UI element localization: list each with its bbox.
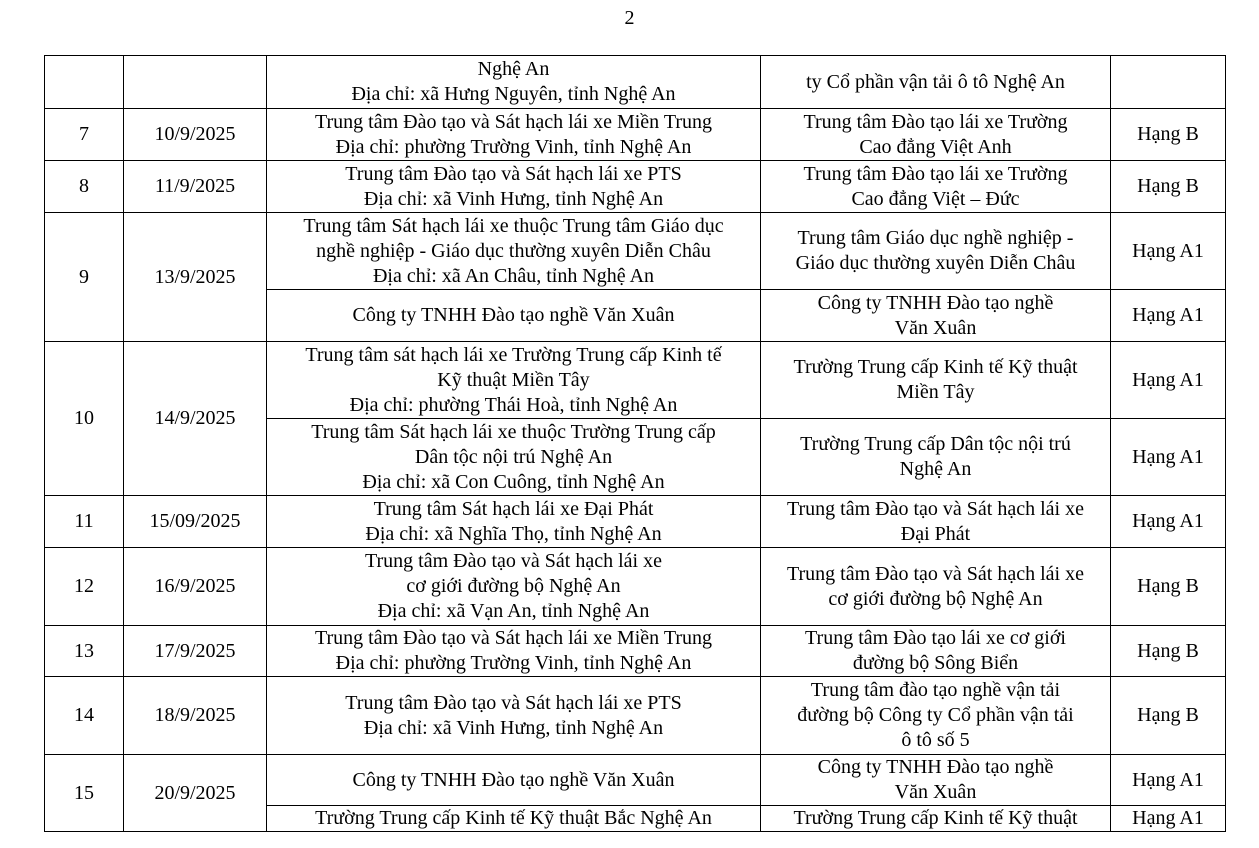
- training-unit-line: Trung tâm Giáo dục nghề nghiệp -: [797, 227, 1074, 249]
- training-unit-line: Công ty TNHH Đào tạo nghề: [817, 756, 1054, 778]
- exam-center-line: Trung tâm Sát hạch lái xe Đại Phát: [373, 497, 654, 520]
- exam-center-line: Công ty TNHH Đào tạo nghề Văn Xuân: [352, 768, 675, 791]
- training-unit-cell: [761, 56, 1111, 109]
- date-cell: 16/9/2025: [124, 548, 267, 626]
- exam-center-line: Địa chỉ: xã Vinh Hưng, tỉnh Nghệ An: [363, 187, 664, 210]
- exam-center-line: Địa chỉ: xã Vạn An, tỉnh Nghệ An: [377, 600, 650, 622]
- training-unit-line: ty Cổ phần vận tải ô tô Nghệ An: [806, 70, 1065, 93]
- training-unit-cell: [761, 548, 1111, 626]
- training-unit-line: Giáo dục thường xuyên Diễn Châu: [795, 252, 1076, 274]
- training-unit-line: Trung tâm Đào tạo lái xe Trường: [803, 162, 1068, 185]
- training-unit-line: Nghệ An: [899, 458, 972, 480]
- stt-cell: 9: [45, 213, 124, 342]
- exam-center-cell: [267, 56, 761, 109]
- exam-center-line: Địa chỉ: phường Trường Vinh, tỉnh Nghệ An: [335, 135, 692, 158]
- license-class-cell: Hạng B: [1111, 548, 1226, 626]
- date-cell: 11/9/2025: [124, 161, 267, 213]
- date-cell: [124, 56, 267, 109]
- training-unit-cell: [761, 213, 1111, 290]
- license-class-cell: Hạng A1: [1111, 213, 1226, 290]
- table-row: [45, 161, 1226, 213]
- training-unit-cell: [761, 496, 1111, 548]
- license-class-cell: Hạng A1: [1111, 290, 1226, 342]
- exam-center-line: Trung tâm Đào tạo và Sát hạch lái xe PTS: [345, 691, 682, 714]
- training-unit-cell: [761, 677, 1111, 755]
- exam-center-cell: [267, 677, 761, 755]
- table-row: [45, 626, 1226, 677]
- table-row: [45, 213, 1226, 290]
- exam-center-line: Địa chỉ: xã Con Cuông, tỉnh Nghệ An: [362, 470, 665, 493]
- training-unit-line: đường bộ Sông Biển: [852, 652, 1019, 674]
- license-class-cell: Hạng A1: [1111, 806, 1226, 832]
- exam-center-line: Công ty TNHH Đào tạo nghề Văn Xuân: [352, 304, 675, 326]
- training-unit-cell: [761, 342, 1111, 419]
- stt-cell: 7: [45, 109, 124, 161]
- training-unit-line: Công ty TNHH Đào tạo nghề: [817, 291, 1054, 314]
- exam-center-cell: [267, 290, 761, 342]
- training-unit-line: ô tô số 5: [901, 729, 970, 751]
- exam-center-line: Địa chỉ: xã Nghĩa Thọ, tỉnh Nghệ An: [365, 522, 662, 545]
- license-class-cell: Hạng B: [1111, 626, 1226, 677]
- table-row: [45, 342, 1226, 419]
- exam-center-cell: [267, 161, 761, 213]
- exam-center-line: Kỹ thuật Miền Tây: [437, 368, 590, 391]
- training-unit-line: Cao đẳng Việt – Đức: [851, 187, 1020, 210]
- training-unit-line: Trường Trung cấp Kinh tế Kỹ thuật: [793, 356, 1078, 378]
- date-cell: 20/9/2025: [124, 755, 267, 832]
- exam-schedule-table: [44, 55, 1226, 832]
- exam-center-cell: [267, 755, 761, 806]
- exam-center-line: Địa chỉ: xã Vinh Hưng, tỉnh Nghệ An: [363, 716, 664, 739]
- training-unit-line: Trung tâm Đào tạo và Sát hạch lái xe: [787, 562, 1084, 585]
- stt-cell: 12: [45, 548, 124, 626]
- training-unit-line: Cao đẳng Việt Anh: [859, 135, 1012, 158]
- exam-center-cell: [267, 806, 761, 832]
- training-unit-cell: [761, 755, 1111, 806]
- stt-cell: [45, 56, 124, 109]
- exam-center-cell: [267, 109, 761, 161]
- exam-center-line: Trung tâm Đào tạo và Sát hạch lái xe PTS: [345, 162, 682, 185]
- exam-center-line: Trung tâm Sát hạch lái xe thuộc Trường Trung cấp: [311, 420, 716, 443]
- date-cell: 13/9/2025: [124, 213, 267, 342]
- date-cell: 10/9/2025: [124, 109, 267, 161]
- table-row: [45, 56, 1226, 109]
- stt-cell: 13: [45, 626, 124, 677]
- table-row: [45, 677, 1226, 755]
- stt-cell: 11: [45, 496, 124, 548]
- exam-center-cell: [267, 419, 761, 496]
- exam-center-cell: [267, 548, 761, 626]
- training-unit-line: Trung tâm Đào tạo và Sát hạch lái xe: [787, 497, 1084, 520]
- training-unit-line: Trung tâm đào tạo nghề vận tải: [810, 679, 1061, 701]
- exam-center-line: Địa chỉ: phường Thái Hoà, tỉnh Nghệ An: [349, 393, 678, 416]
- license-class-cell: Hạng A1: [1111, 496, 1226, 548]
- training-unit-line: Văn Xuân: [894, 316, 977, 339]
- exam-center-line: Trung tâm sát hạch lái xe Trường Trung cấp Kinh tế: [305, 343, 722, 366]
- table-row: [45, 548, 1226, 626]
- license-class-cell: Hạng B: [1111, 109, 1226, 161]
- exam-center-line: Trung tâm Đào tạo và Sát hạch lái xe: [365, 550, 662, 572]
- training-unit-line: Trung tâm Đào tạo lái xe cơ giới: [805, 627, 1066, 649]
- training-unit-cell: [761, 806, 1111, 832]
- training-unit-cell: [761, 161, 1111, 213]
- stt-cell: 14: [45, 677, 124, 755]
- date-cell: 15/09/2025: [124, 496, 267, 548]
- license-class-cell: Hạng B: [1111, 677, 1226, 755]
- license-class-cell: Hạng B: [1111, 161, 1226, 213]
- training-unit-line: cơ giới đường bộ Nghệ An: [828, 587, 1043, 610]
- exam-center-line: Địa chỉ: phường Trường Vinh, tỉnh Nghệ An: [335, 652, 692, 674]
- date-cell: 18/9/2025: [124, 677, 267, 755]
- training-unit-line: Miền Tây: [896, 381, 975, 403]
- stt-cell: 8: [45, 161, 124, 213]
- exam-center-line: Trung tâm Đào tạo và Sát hạch lái xe Miền Trung: [314, 110, 712, 133]
- training-unit-cell: [761, 109, 1111, 161]
- stt-cell: 10: [45, 342, 124, 496]
- exam-center-line: Trung tâm Đào tạo và Sát hạch lái xe Miền Trung: [314, 627, 712, 649]
- exam-center-cell: [267, 626, 761, 677]
- training-unit-line: Trung tâm Đào tạo lái xe Trường: [803, 110, 1068, 133]
- table-row: [45, 109, 1226, 161]
- exam-center-line: Địa chỉ: xã Hưng Nguyên, tỉnh Nghệ An: [351, 83, 676, 105]
- training-unit-line: đường bộ Công ty Cổ phần vận tải: [797, 704, 1074, 726]
- exam-center-line: Địa chỉ: xã An Châu, tỉnh Nghệ An: [372, 264, 655, 287]
- training-unit-line: Trường Trung cấp Kinh tế Kỹ thuật: [793, 807, 1078, 829]
- exam-center-line: Trung tâm Sát hạch lái xe thuộc Trung tâm Giáo dục: [303, 214, 724, 237]
- training-unit-line: Trường Trung cấp Dân tộc nội trú: [800, 433, 1071, 455]
- training-unit-line: Văn Xuân: [894, 781, 977, 803]
- exam-center-cell: [267, 496, 761, 548]
- exam-center-line: nghề nghiệp - Giáo dục thường xuyên Diễn Châu: [316, 239, 711, 262]
- exam-center-cell: [267, 213, 761, 290]
- page-number: 2: [624, 7, 635, 29]
- exam-center-line: Dân tộc nội trú Nghệ An: [414, 445, 613, 468]
- training-unit-cell: [761, 419, 1111, 496]
- license-class-cell: Hạng A1: [1111, 755, 1226, 806]
- training-unit-line: Đại Phát: [900, 522, 971, 545]
- date-cell: 14/9/2025: [124, 342, 267, 496]
- training-unit-cell: [761, 626, 1111, 677]
- training-unit-cell: [761, 290, 1111, 342]
- license-class-cell: Hạng A1: [1111, 419, 1226, 496]
- exam-center-line: Trường Trung cấp Kinh tế Kỹ thuật Bắc Nghệ An: [315, 807, 712, 829]
- license-class-cell: Hạng A1: [1111, 342, 1226, 419]
- exam-center-line: cơ giới đường bộ Nghệ An: [406, 575, 621, 597]
- license-class-cell: [1111, 56, 1226, 109]
- date-cell: 17/9/2025: [124, 626, 267, 677]
- table-row: [45, 496, 1226, 548]
- table-row: [45, 755, 1226, 806]
- stt-cell: 15: [45, 755, 124, 832]
- exam-center-line: Nghệ An: [477, 58, 550, 80]
- exam-center-cell: [267, 342, 761, 419]
